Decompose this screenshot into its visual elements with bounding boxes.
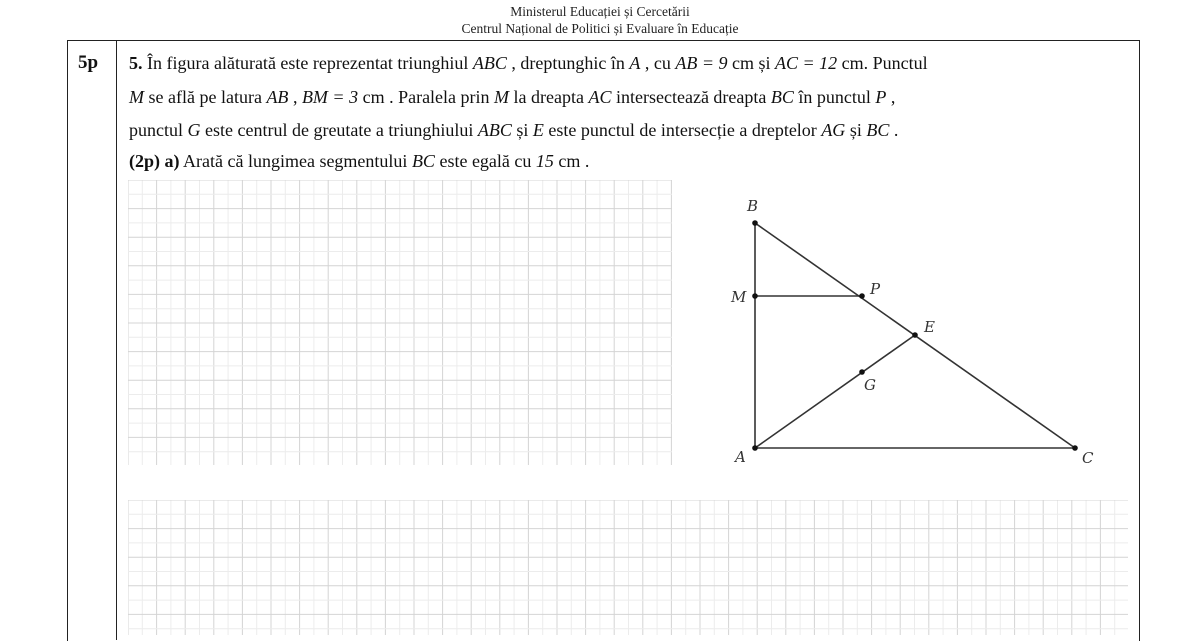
- point-a: [752, 445, 758, 451]
- math-bc: BC: [866, 120, 890, 140]
- point-b: [752, 220, 758, 226]
- math-ac-12: AC = 12: [774, 53, 838, 73]
- point-m: [752, 293, 758, 299]
- math-bc: BC: [411, 151, 435, 171]
- problem-line-4: [129, 150, 589, 172]
- text: este egală cu: [434, 151, 536, 171]
- text: , dreptunghic în: [506, 53, 630, 73]
- math-ab: AB: [266, 87, 289, 107]
- point-p: [859, 293, 865, 299]
- text: este centrul de greutate a triunghiului: [200, 120, 478, 140]
- text: În figura alăturată este reprezentat triunghiul: [142, 53, 473, 73]
- text: .: [889, 120, 899, 140]
- problem-number: 5.: [129, 53, 143, 73]
- point-e: [912, 332, 918, 338]
- text: cm .: [553, 151, 590, 171]
- math-abc: ABC: [472, 53, 507, 73]
- math-abc: ABC: [477, 120, 512, 140]
- label-c: C: [1082, 449, 1094, 467]
- ministry-header: Ministerul Educației și Cercetării: [510, 4, 690, 19]
- math-ag: AG: [821, 120, 846, 140]
- text: cm . Paralela prin: [358, 87, 495, 107]
- problem-line-1: [129, 52, 928, 74]
- points-column-divider: [116, 40, 117, 640]
- math-e: E: [532, 120, 544, 140]
- math-a: A: [629, 53, 641, 73]
- problem-points: 5p: [78, 52, 99, 73]
- text: , cu: [640, 53, 676, 73]
- segment-ae: [755, 335, 915, 448]
- label-a: A: [735, 448, 746, 466]
- text: este punctul de intersecție a dreptelor: [543, 120, 822, 140]
- text: ,: [288, 87, 302, 107]
- text: și: [845, 120, 867, 140]
- math-m: M: [129, 87, 144, 107]
- math-bc: BC: [770, 87, 794, 107]
- text: la dreapta: [509, 87, 589, 107]
- text: se află pe latura: [144, 87, 267, 107]
- label-b: B: [747, 197, 759, 215]
- center-header: Centrul Național de Politici și Evaluare în Educație: [461, 21, 739, 36]
- text: în punctul: [793, 87, 876, 107]
- math-bm-3: BM = 3: [301, 87, 359, 107]
- text: Arată că lungimea segmentului: [179, 151, 412, 171]
- answer-grid-top: [128, 180, 672, 465]
- text: și: [511, 120, 533, 140]
- label-m: M: [731, 288, 747, 306]
- math-15: 15: [535, 151, 554, 171]
- math-p: P: [875, 87, 887, 107]
- text: intersectează dreapta: [611, 87, 771, 107]
- point-g: [859, 369, 865, 375]
- math-ac: AC: [588, 87, 612, 107]
- triangle-figure: [720, 190, 1110, 470]
- text: punctul: [129, 120, 188, 140]
- text: ,: [886, 87, 896, 107]
- math-g: G: [187, 120, 201, 140]
- problem-line-2: [129, 86, 895, 108]
- subquestion-points: (2p) a): [129, 151, 180, 171]
- label-g: G: [864, 376, 876, 394]
- text: cm. Punctul: [837, 53, 928, 73]
- point-c: [1072, 445, 1078, 451]
- problem-line-3: [129, 119, 898, 141]
- label-e: E: [924, 318, 935, 336]
- label-p: P: [870, 280, 881, 298]
- math-ab-9: AB = 9: [675, 53, 728, 73]
- text: cm și: [727, 53, 775, 73]
- answer-grid-bottom: [128, 500, 1128, 635]
- math-m: M: [494, 87, 510, 107]
